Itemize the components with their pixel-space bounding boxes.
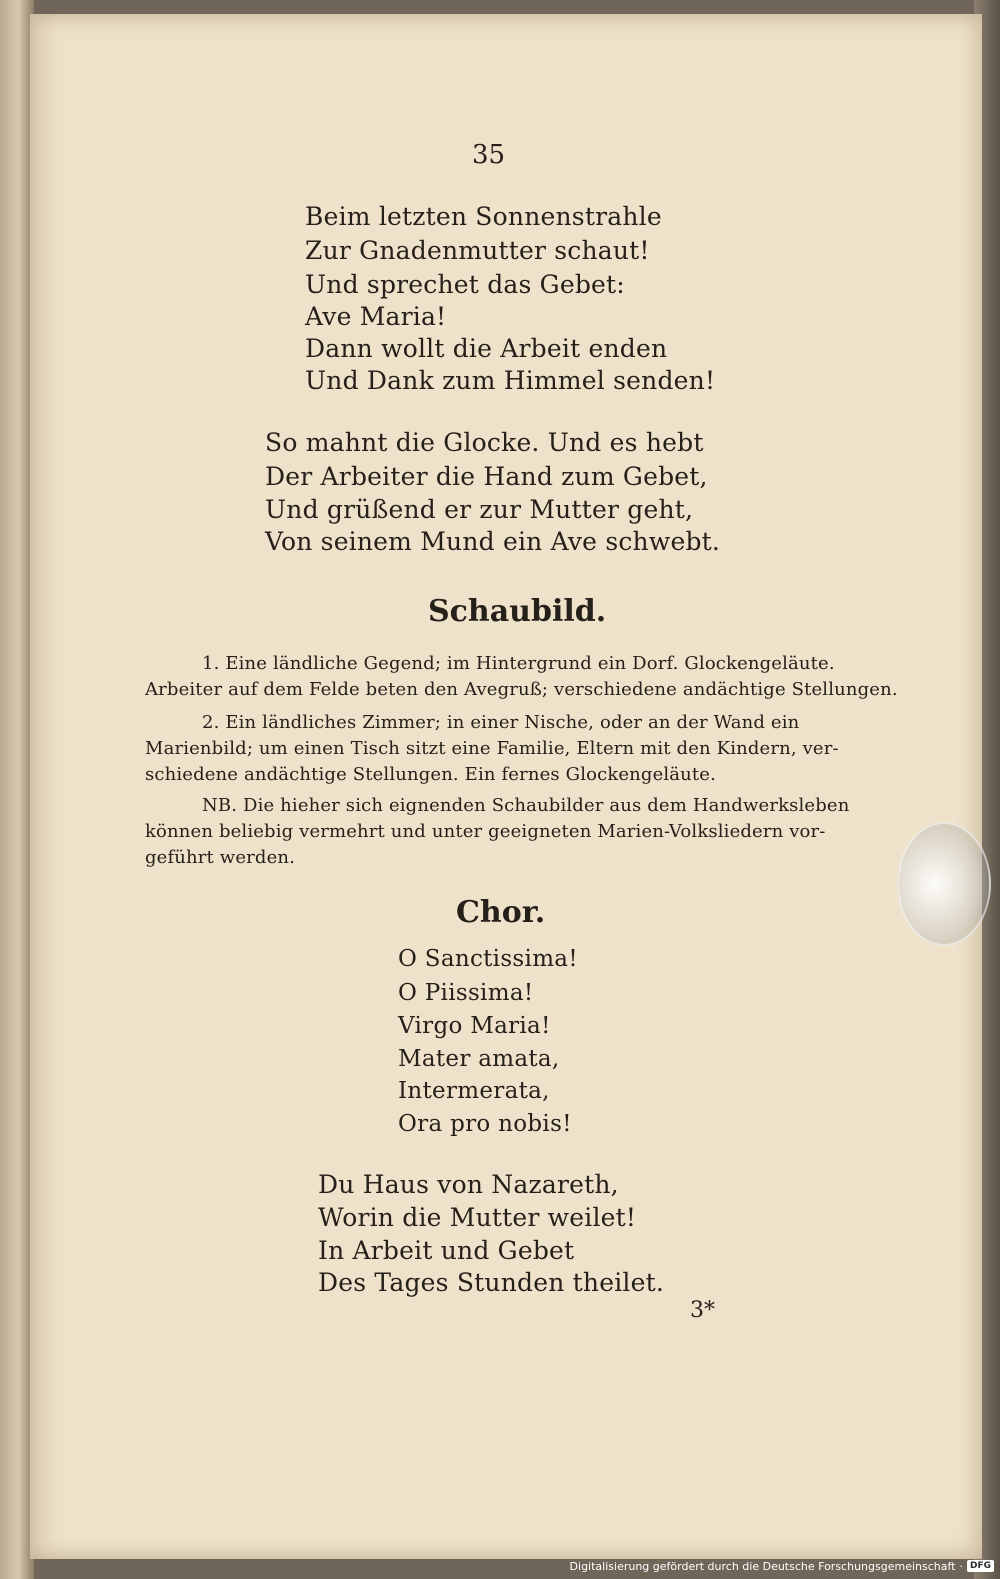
verse-line: Und Dank zum Himmel senden! [305, 366, 716, 395]
section-heading-chor: Chor. [456, 895, 546, 930]
verse-line: Du Haus von Nazareth, [318, 1170, 619, 1199]
digitization-footer: Digitalisierung gefördert durch die Deutsche Forschungsgemeinschaft · DFG [570, 1557, 994, 1575]
note-line: NB. Die hieher sich eignenden Schaubilder aus dem Handwerksleben [202, 795, 850, 816]
page-number: 35 [472, 140, 506, 170]
verse-line: Und grüßend er zur Mutter geht, [265, 495, 694, 524]
facing-page-edge [0, 0, 34, 1579]
verse-line: Worin die Mutter weilet! [318, 1203, 637, 1232]
verse-line: Der Arbeiter die Hand zum Gebet, [265, 462, 708, 491]
verse-line: Und sprechet das Gebet: [305, 270, 625, 299]
verse-line: Beim letzten Sonnenstrahle [305, 202, 662, 231]
section-heading-schaubild: Schaubild. [428, 594, 607, 629]
note-line: können beliebig vermehrt und unter geeigneten Marien-Volksliedern vor- [145, 821, 826, 842]
latin-line: Mater amata, [398, 1046, 560, 1072]
stage-direction-line: schiedene andächtige Stellungen. Ein fernes Glockengeläute. [145, 764, 716, 785]
latin-line: Ora pro nobis! [398, 1111, 572, 1137]
stage-direction-line: 2. Ein ländliches Zimmer; in einer Nische, oder an der Wand ein [202, 712, 800, 733]
stage-direction-line: 1. Eine ländliche Gegend; im Hintergrund ein Dorf. Glockengeläute. [202, 653, 835, 674]
verse-line: Zur Gnadenmutter schaut! [305, 236, 650, 265]
stage-direction-line: Marienbild; um einen Tisch sitzt eine Familie, Eltern mit den Kindern, ver- [145, 738, 839, 759]
signature-mark: 3* [690, 1298, 715, 1323]
footer-text: Digitalisierung gefördert durch die Deutsche Forschungsgemeinschaft [569, 1559, 956, 1573]
latin-line: O Sanctissima! [398, 946, 578, 972]
verse-line: Dann wollt die Arbeit enden [305, 334, 668, 363]
latin-line: Virgo Maria! [398, 1013, 551, 1039]
verse-line: Des Tages Stunden theilet. [318, 1268, 664, 1297]
dfg-logo-icon: DFG [967, 1560, 994, 1572]
note-line: geführt werden. [145, 847, 295, 868]
verse-line: In Arbeit und Gebet [318, 1236, 575, 1265]
verse-line: Von seinem Mund ein Ave schwebt. [265, 527, 721, 556]
stage-direction-line: Arbeiter auf dem Felde beten den Avegruß; verschiedene andächtige Stellungen. [145, 679, 898, 700]
verse-line: Ave Maria! [305, 302, 447, 331]
verse-line: So mahnt die Glocke. Und es hebt [265, 428, 704, 457]
latin-line: O Piissima! [398, 980, 534, 1006]
latin-line: Intermerata, [398, 1078, 550, 1104]
scanner-glare [897, 822, 991, 946]
